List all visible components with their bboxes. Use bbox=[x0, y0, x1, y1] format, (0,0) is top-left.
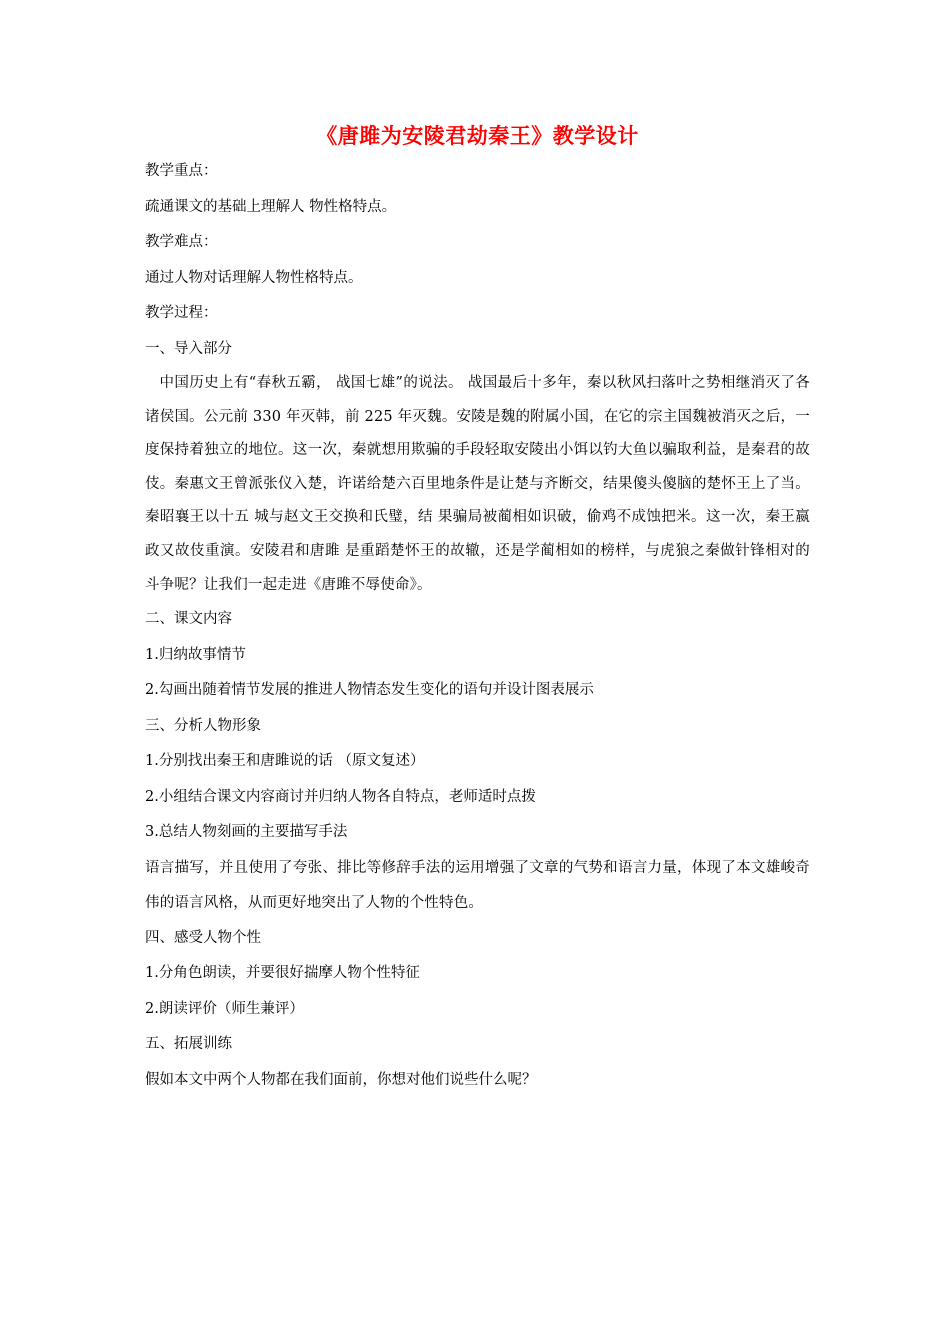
key-points-text: 疏通课文的基础上理解人 物性格特点。 bbox=[145, 198, 397, 215]
document-page bbox=[145, 118, 810, 1098]
analysis-item-1: 1.分别找出秦王和唐雎说的话 （原文复述） bbox=[145, 753, 425, 770]
analysis-item-3: 3.总结人物刻画的主要描写手法 bbox=[145, 824, 348, 841]
analysis-item-2: 2.小组结合课文内容商讨并归纳人物各自特点，老师适时点拨 bbox=[145, 788, 536, 805]
intro-paragraph: 中国历史上有“春秋五霸， 战国七雄”的说法。 战国最后十多年，秦以秋风扫落叶之势相继消灭了各诸侯国。公元前 330 年灭韩，前 225 年灭魏。安陵是魏的附属小国，在它的宗主国魏被消灭之后，一度保持着独立的地位。这一次，秦就想用欺骗的手段轻取安陵出小饵以钓大鱼以骗取利益，是秦君的故伎。秦惠文王曾派张仪入楚，许诺给楚六百里地条件是让楚与齐断交，结果傻头傻脑的楚怀王上了当。秦昭襄王以十五 城与赵文王交换和氏璧，结 果骗局被蔺相如识破，偷鸡不成蚀把米。这一次，秦王嬴政又故伎重演。安陵君和唐雎 是重蹈楚怀王的故辙，还是学蔺相如的榜样，与虎狼之秦做针锋相对的斗争呢？让我们一起走进《唐雎不辱使命》。 bbox=[145, 375, 810, 593]
section-intro-heading: 一、导入部分 bbox=[145, 340, 232, 357]
heading-difficulties: 教学难点： bbox=[145, 234, 218, 250]
content-item-1: 1.归纳故事情节 bbox=[145, 646, 246, 663]
section-extension-heading: 五、拓展训练 bbox=[145, 1036, 232, 1053]
section-content-heading: 二、课文内容 bbox=[145, 611, 232, 628]
section-analysis-heading: 三、分析人物形象 bbox=[145, 717, 261, 734]
heading-process: 教学过程： bbox=[145, 305, 218, 321]
content-item-2: 2.勾画出随着情节发展的推进人物情态发生变化的语句并设计图表展示 bbox=[145, 682, 594, 699]
document-title: 《唐雎为安陵君劫秦王》教学设计 bbox=[316, 124, 639, 148]
feel-item-1: 1.分角色朗读，并要很好揣摩人物个性特征 bbox=[145, 965, 420, 982]
heading-key-points: 教学重点： bbox=[145, 163, 218, 179]
extension-question: 假如本文中两个人物都在我们面前，你想对他们说些什么呢？ bbox=[145, 1071, 537, 1088]
feel-item-2: 2.朗读评价（师生兼评） bbox=[145, 1000, 304, 1017]
section-feel-heading: 四、感受人物个性 bbox=[145, 929, 261, 946]
difficulties-text: 通过人物对话理解人物性格特点。 bbox=[145, 269, 363, 286]
method-paragraph: 语言描写，并且使用了夸张、排比等修辞手法的运用增强了文章的气势和语言力量，体现了本文雄峻奇伟的语言风格，从而更好地突出了人物的个性特色。 bbox=[145, 859, 810, 911]
